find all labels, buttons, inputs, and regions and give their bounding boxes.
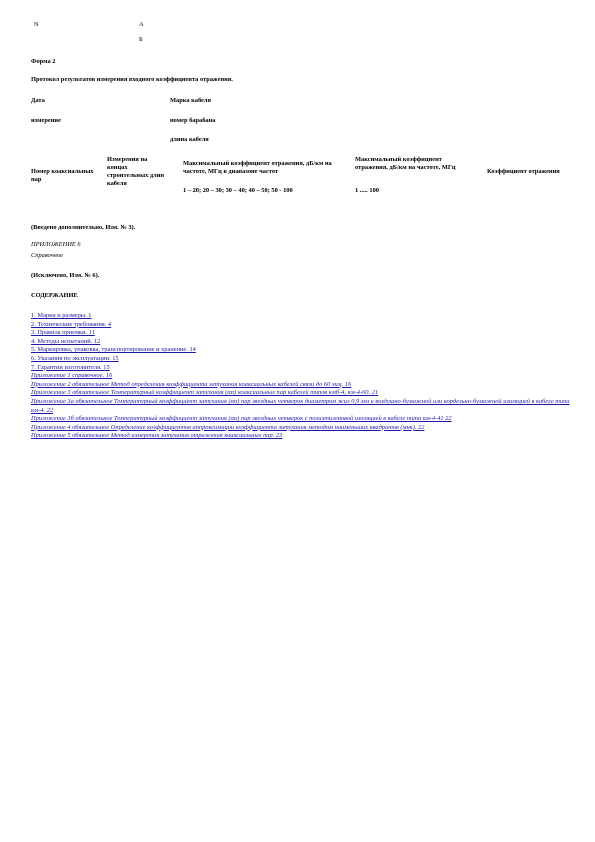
appendix-subtitle: Справочное (31, 252, 63, 259)
table-of-contents (31, 312, 571, 441)
toc-link[interactable]: 4. Методы испытаний. 12 (31, 337, 101, 345)
toc-link[interactable]: Приложение 1 справочное. 16 (31, 372, 113, 380)
toc-link[interactable]: Приложение 4 обязательное Определение коэффициентов аппроксимации коэффициента затухания методом наименьших квадратов (мнк). 22 (31, 423, 425, 431)
toc-link[interactable]: 1. Марки и размеры. 1 (31, 312, 92, 319)
contents-title: СОДЕРЖАНИЕ (31, 292, 78, 299)
field-cable-brand: Марка кабеля (170, 97, 211, 104)
note-introduced: (Введено дополнительно, Изм. № 3). (31, 224, 136, 231)
toc-link[interactable]: 5. Маркировка, упаковка, транспортирование и хранение. 14 (31, 346, 196, 354)
table-frequency-values: 1 ..... 100 (355, 187, 379, 194)
toc-link[interactable]: Приложение 2 обязательное Метод определения коэффициента затухания коаксиальных кабелей связи до 60 мгц. 16 (31, 380, 352, 388)
field-date: Дата (31, 97, 45, 104)
appendix-title: ПРИЛОЖЕНИЕ 6 (31, 241, 81, 248)
toc-link[interactable]: Приложение 3а обязательное Температурный коэффициент затухания (αα) пар звездных четверок диаметром жил 0,9 мм и воздушно-бумажной или кордельно-бумажной изоляцией в кабеле типа км-4. 22 (31, 397, 570, 414)
table-col-reflection-coefficient: Коэффициент отражения (487, 168, 560, 175)
toc-link[interactable]: 2. Технические требования. 4 (31, 320, 112, 328)
table-col-measurements: Измерения на концах строительных длин кабеля (107, 156, 165, 187)
field-drum-number: номер барабана (170, 117, 216, 124)
toc-link[interactable]: Приложение 3б обязательное Температурный коэффициент затухания (αα) пар звездных четверок с полиэтиленовой изоляцией в кабеле типа км-4-41 22 (31, 415, 452, 423)
toc-link[interactable]: Приложение 5 обязательное Метод измерения затухания отражения коаксиальных пар. 23 (31, 432, 283, 440)
table-col-pair-number: Номер коаксиальных пар (31, 168, 94, 183)
header-a-mark: A (139, 21, 144, 28)
table-col-max-reflection: Максимальный коэффициент отражения, дБ/км на частоте, МГц (355, 156, 456, 171)
table-col-max-reflection-range: Максимальный коэффициент отражения, дБ/км на частоте, МГц в диапазоне частот (183, 160, 332, 175)
table-range-values: 1 – 20; 20 – 30; 30 – 40; 40 – 50; 50 - 100 (183, 187, 293, 194)
header-left-mark: N (34, 21, 39, 28)
form-label: Форма 2 (31, 58, 56, 65)
protocol-title: Протокол результатов измерения входного коэффициента отражения. (31, 76, 233, 83)
toc-link[interactable]: 3. Правила приемки. 11 (31, 329, 95, 337)
toc-link[interactable]: 7. Гарантии изготовителя. 15 (31, 363, 110, 371)
field-measurement: измерение (31, 117, 61, 124)
toc-link[interactable]: 6. Указания по эксплуатации. 15 (31, 354, 119, 362)
header-b-mark: Б (139, 36, 143, 43)
toc-link[interactable]: Приложение 3 обязательное Температурный коэффициент затухания (αα) коаксиальных пар кабелей типов кмб-4, км-4-60. 21 (31, 389, 379, 397)
note-excluded: (Исключено, Изм. № 6). (31, 272, 100, 279)
field-cable-length: длина кабеля (170, 136, 209, 143)
